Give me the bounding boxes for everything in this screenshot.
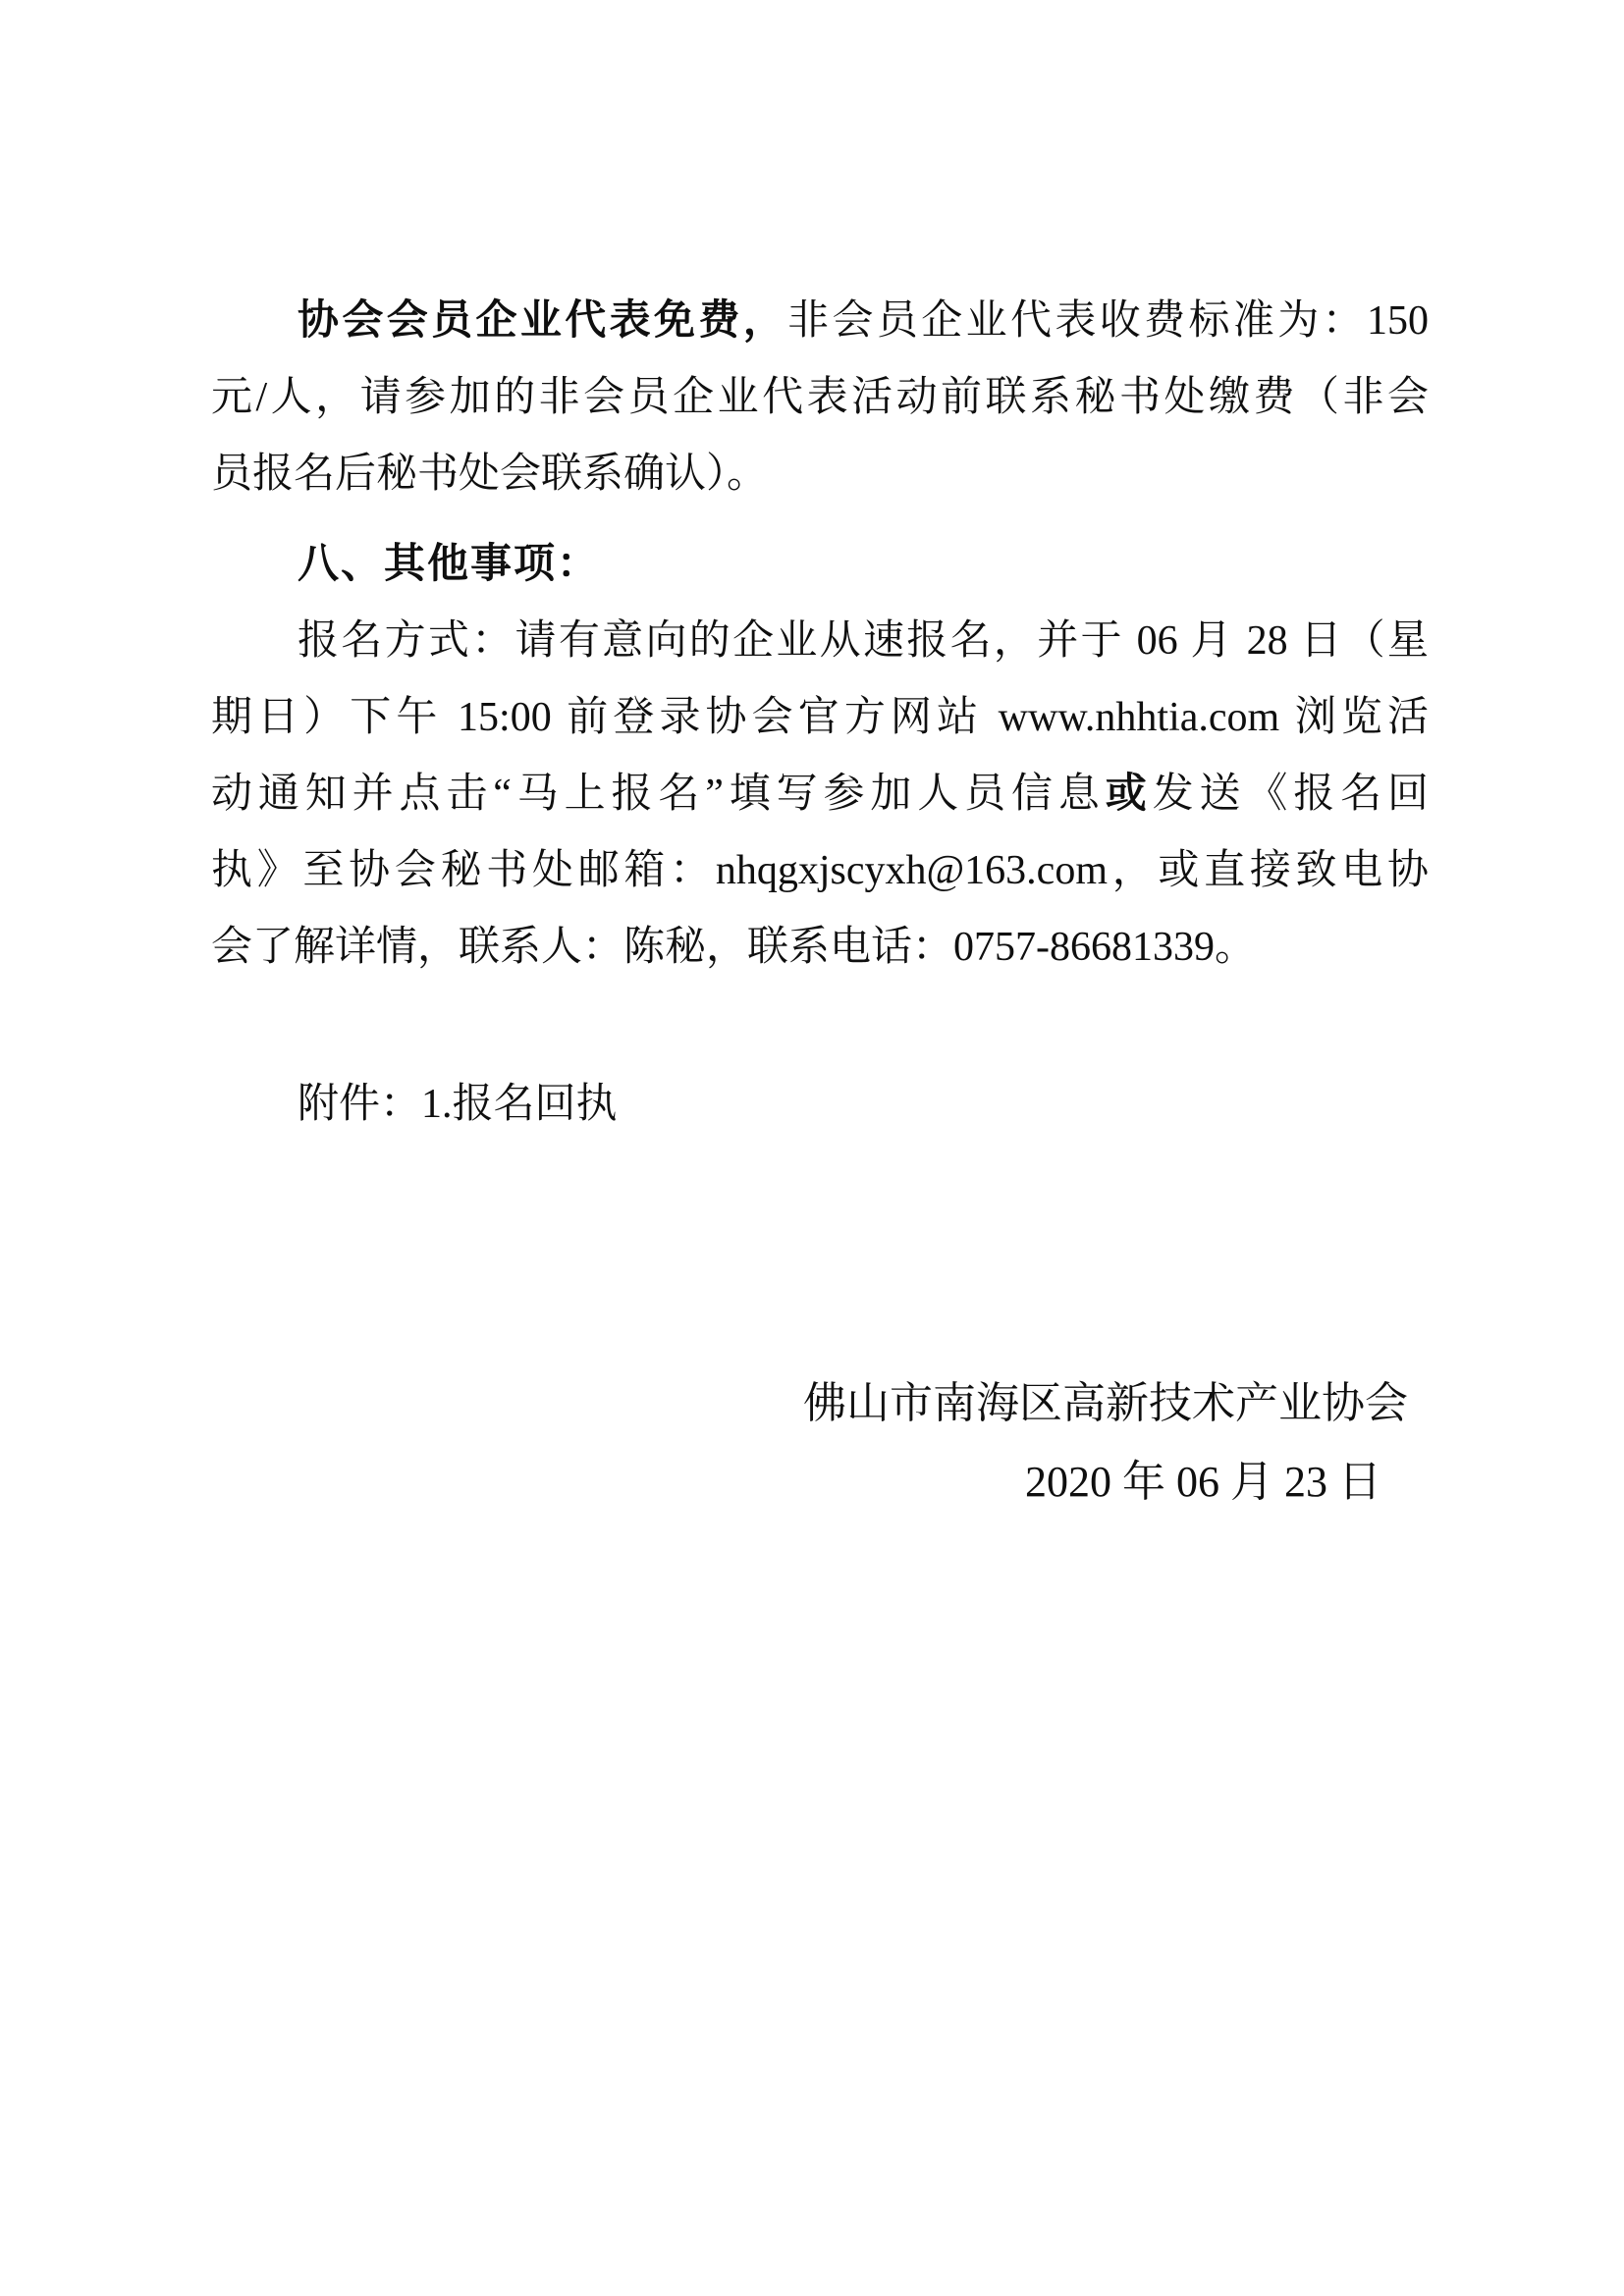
nonmember-fee-text: 非会员企业代表收费标准为：150 <box>787 298 1429 344</box>
fee-paragraph-line-1 <box>211 283 1429 359</box>
document-body <box>211 283 1429 1521</box>
fee-paragraph-line-2: 元/人，请参加的非会员企业代表活动前联系秘书处缴费（非会 <box>211 375 1429 420</box>
send-reply-text: 发送《报名回 <box>1152 772 1429 817</box>
attachment-note: 附件：1.报名回执 <box>298 1082 618 1127</box>
signature-organization: 佛山市南海区高新技术产业协会 <box>803 1379 1408 1427</box>
registration-paragraph-line-5: 会了解详情，联系人：陈秘，联系电话：0757-86681339。 <box>211 925 1256 970</box>
section-heading-other-matters: 八、其他事项： <box>298 542 601 587</box>
registration-paragraph-line-1: 报名方式：请有意向的企业从速报名，并于 06 月 28 日（星 <box>298 618 1429 664</box>
fee-paragraph-line-3: 员报名后秘书处会联系确认）。 <box>211 452 769 497</box>
member-free-bold-text: 协会会员企业代表免费， <box>298 298 788 344</box>
or-bold-text: 或 <box>1105 772 1153 817</box>
registration-paragraph-line-3 <box>211 756 1429 832</box>
registration-paragraph-line-2: 期日）下午 15:00 前登录协会官方网站 www.nhhtia.com 浏览活 <box>211 695 1429 740</box>
registration-info-text: 动通知并点击“马上报名”填写参加人员信息 <box>211 772 1106 817</box>
signature-date: 2020 年 06 月 23 日 <box>1025 1458 1381 1506</box>
registration-paragraph-line-4: 执》至协会秘书处邮箱：nhqgxjscyxh@163.com，或直接致电协 <box>211 848 1429 893</box>
